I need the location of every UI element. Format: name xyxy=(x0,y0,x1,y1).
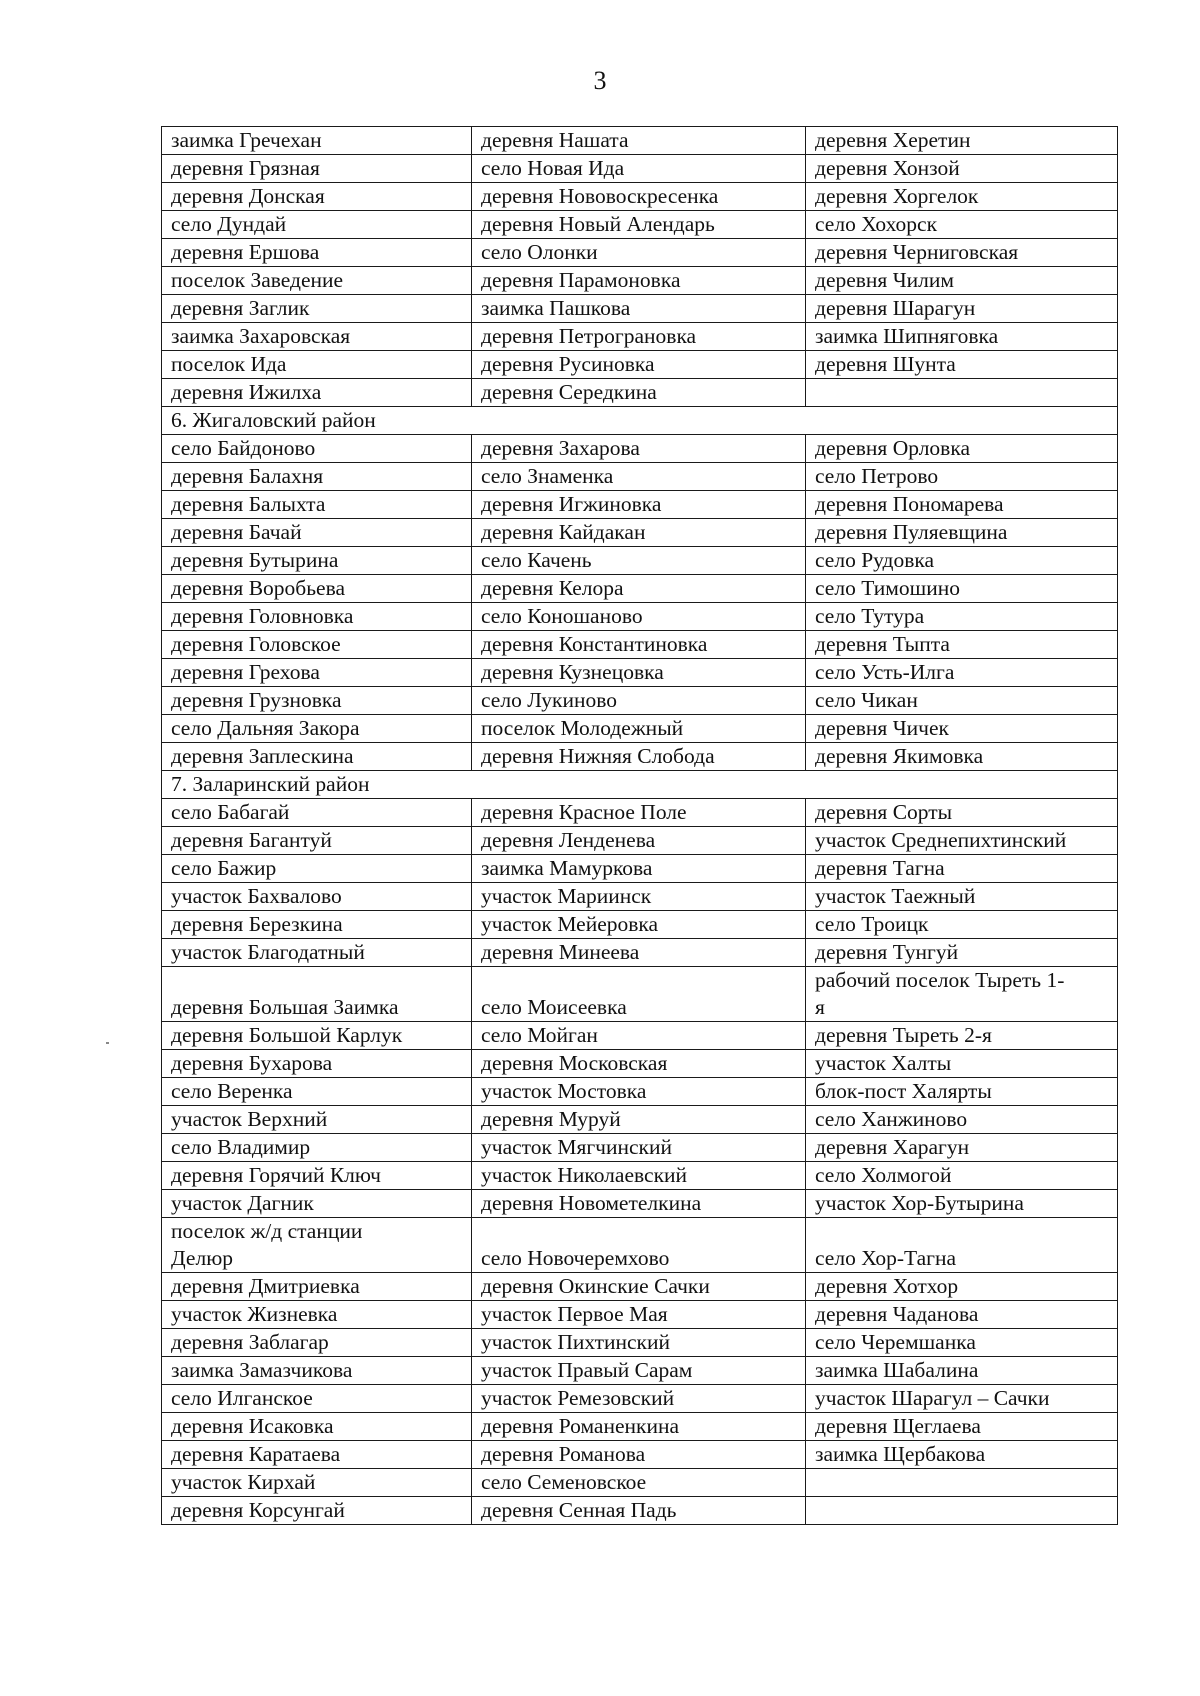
table-row xyxy=(162,743,1118,771)
table-row xyxy=(162,1162,1118,1190)
table-row xyxy=(162,267,1118,295)
table-row xyxy=(162,127,1118,155)
settlement-cell: деревня Ижилха xyxy=(162,379,472,407)
settlement-cell: деревня Чаданова xyxy=(806,1301,1118,1329)
settlement-cell: деревня Кузнецовка xyxy=(472,659,806,687)
settlement-cell xyxy=(806,1469,1118,1497)
table-row xyxy=(162,155,1118,183)
settlement-cell: село Усть-Илга xyxy=(806,659,1118,687)
settlement-cell: деревня Грехова xyxy=(162,659,472,687)
district-header: 7. Заларинский район xyxy=(162,771,1118,799)
settlement-cell: деревня Березкина xyxy=(162,911,472,939)
settlement-cell: деревня Шунта xyxy=(806,351,1118,379)
settlement-cell: деревня Щеглаева xyxy=(806,1413,1118,1441)
settlement-cell: деревня Захарова xyxy=(472,435,806,463)
table-row xyxy=(162,1441,1118,1469)
settlement-cell: деревня Хоргелок xyxy=(806,183,1118,211)
table-row xyxy=(162,323,1118,351)
settlement-cell: участок Мягчинский xyxy=(472,1134,806,1162)
table-row xyxy=(162,911,1118,939)
settlement-cell: деревня Черниговская xyxy=(806,239,1118,267)
settlement-cell: деревня Красное Поле xyxy=(472,799,806,827)
table-row xyxy=(162,1190,1118,1218)
settlement-cell: деревня Шарагун xyxy=(806,295,1118,323)
settlement-cell: деревня Хонзой xyxy=(806,155,1118,183)
table-row xyxy=(162,183,1118,211)
settlement-cell: деревня Заглик xyxy=(162,295,472,323)
settlement-cell: деревня Якимовка xyxy=(806,743,1118,771)
settlement-cell: село Тутура xyxy=(806,603,1118,631)
settlement-cell: деревня Большой Карлук xyxy=(162,1022,472,1050)
settlement-cell: село Семеновское xyxy=(472,1469,806,1497)
settlement-cell: село Чикан xyxy=(806,687,1118,715)
settlements-table-body xyxy=(162,127,1118,1525)
table-row xyxy=(162,1078,1118,1106)
settlement-cell: участок Хор-Бутырина xyxy=(806,1190,1118,1218)
settlement-cell: село Троицк xyxy=(806,911,1118,939)
settlement-cell: участок Верхний xyxy=(162,1106,472,1134)
table-row xyxy=(162,211,1118,239)
settlement-cell: деревня Русиновка xyxy=(472,351,806,379)
settlement-cell: деревня Сорты xyxy=(806,799,1118,827)
settlement-cell: деревня Кайдакан xyxy=(472,519,806,547)
settlement-cell: деревня Орловка xyxy=(806,435,1118,463)
settlement-cell: участок Мейеровка xyxy=(472,911,806,939)
settlement-cell: деревня Головское xyxy=(162,631,472,659)
settlement-cell: участок Бахвалово xyxy=(162,883,472,911)
district-header-row xyxy=(162,771,1118,799)
settlement-cell: село Петрово xyxy=(806,463,1118,491)
table-row xyxy=(162,1050,1118,1078)
table-row xyxy=(162,547,1118,575)
settlement-cell: участок Шарагул – Сачки xyxy=(806,1385,1118,1413)
settlement-cell: деревня Пономарева xyxy=(806,491,1118,519)
settlement-cell: деревня Минеева xyxy=(472,939,806,967)
settlement-cell: деревня Романова xyxy=(472,1441,806,1469)
settlement-cell: село Знаменка xyxy=(472,463,806,491)
settlement-cell: деревня Корсунгай xyxy=(162,1497,472,1525)
table-row xyxy=(162,491,1118,519)
settlement-cell: село Веренка xyxy=(162,1078,472,1106)
table-row xyxy=(162,379,1118,407)
settlement-cell: село Хохорск xyxy=(806,211,1118,239)
settlement-cell: село Качень xyxy=(472,547,806,575)
settlement-cell: село Рудовка xyxy=(806,547,1118,575)
settlement-cell: деревня Романенкина xyxy=(472,1413,806,1441)
table-row xyxy=(162,715,1118,743)
table-row xyxy=(162,519,1118,547)
settlement-cell: заимка Замазчикова xyxy=(162,1357,472,1385)
table-row xyxy=(162,1273,1118,1301)
settlement-cell: участок Кирхай xyxy=(162,1469,472,1497)
settlement-cell: поселок Молодежный xyxy=(472,715,806,743)
table-row xyxy=(162,1218,1118,1273)
settlement-cell: участок Николаевский xyxy=(472,1162,806,1190)
settlement-cell: деревня Сенная Падь xyxy=(472,1497,806,1525)
settlement-cell: участок Среднепихтинский xyxy=(806,827,1118,855)
settlement-cell: деревня Нашата xyxy=(472,127,806,155)
settlement-cell: участок Благодатный xyxy=(162,939,472,967)
settlement-cell: заимка Захаровская xyxy=(162,323,472,351)
table-row xyxy=(162,631,1118,659)
table-row xyxy=(162,435,1118,463)
settlement-cell: деревня Чичек xyxy=(806,715,1118,743)
table-row xyxy=(162,967,1118,1022)
district-header: 6. Жигаловский район xyxy=(162,407,1118,435)
settlement-cell: село Мойган xyxy=(472,1022,806,1050)
table-row xyxy=(162,939,1118,967)
settlement-cell: деревня Бачай xyxy=(162,519,472,547)
table-row xyxy=(162,575,1118,603)
table-row xyxy=(162,351,1118,379)
page-number: 3 xyxy=(593,66,607,95)
settlement-cell: деревня Парамоновка xyxy=(472,267,806,295)
settlement-cell: село Дальняя Закора xyxy=(162,715,472,743)
settlement-cell: деревня Игжиновка xyxy=(472,491,806,519)
settlement-cell: рабочий поселок Тыреть 1- я xyxy=(806,967,1118,1022)
settlement-cell: участок Первое Мая xyxy=(472,1301,806,1329)
settlements-table xyxy=(161,126,1118,1525)
settlement-cell: деревня Багантуй xyxy=(162,827,472,855)
table-row xyxy=(162,827,1118,855)
settlement-cell: заимка Гречехан xyxy=(162,127,472,155)
settlement-cell: село Олонки xyxy=(472,239,806,267)
settlement-cell: участок Жизневка xyxy=(162,1301,472,1329)
settlement-cell: заимка Шабалина xyxy=(806,1357,1118,1385)
settlement-cell: поселок Ида xyxy=(162,351,472,379)
settlement-cell: село Бажир xyxy=(162,855,472,883)
settlement-cell: деревня Тыреть 2-я xyxy=(806,1022,1118,1050)
table-row xyxy=(162,799,1118,827)
settlement-cell: село Новочеремхово xyxy=(472,1218,806,1273)
settlement-cell: поселок ж/д станции Делюр xyxy=(162,1218,472,1273)
settlement-cell: деревня Новометелкина xyxy=(472,1190,806,1218)
table-row xyxy=(162,1357,1118,1385)
settlement-cell: деревня Заплескина xyxy=(162,743,472,771)
district-header-row xyxy=(162,407,1118,435)
settlement-cell: село Байдоново xyxy=(162,435,472,463)
settlement-cell: деревня Муруй xyxy=(472,1106,806,1134)
settlement-cell xyxy=(806,379,1118,407)
table-row xyxy=(162,1413,1118,1441)
settlement-cell: село Илганское xyxy=(162,1385,472,1413)
table-row xyxy=(162,1134,1118,1162)
settlement-cell: деревня Балахня xyxy=(162,463,472,491)
settlement-cell: село Бабагай xyxy=(162,799,472,827)
settlement-cell: деревня Келора xyxy=(472,575,806,603)
settlement-cell: деревня Константиновка xyxy=(472,631,806,659)
table-row xyxy=(162,1329,1118,1357)
settlement-cell: деревня Грязная xyxy=(162,155,472,183)
settlement-cell xyxy=(806,1497,1118,1525)
table-row xyxy=(162,855,1118,883)
settlement-cell: село Моисеевка xyxy=(472,967,806,1022)
settlement-cell: деревня Донская xyxy=(162,183,472,211)
settlement-cell: деревня Чилим xyxy=(806,267,1118,295)
table-row xyxy=(162,295,1118,323)
settlement-cell: деревня Воробьева xyxy=(162,575,472,603)
settlement-cell: село Тимошино xyxy=(806,575,1118,603)
settlement-cell: деревня Нижняя Слобода xyxy=(472,743,806,771)
settlement-cell: деревня Петрограновка xyxy=(472,323,806,351)
table-row xyxy=(162,1106,1118,1134)
scan-speck xyxy=(106,1042,109,1044)
settlement-cell: деревня Большая Заимка xyxy=(162,967,472,1022)
settlement-cell: деревня Каратаева xyxy=(162,1441,472,1469)
table-row xyxy=(162,1385,1118,1413)
settlement-cell: деревня Пуляевщина xyxy=(806,519,1118,547)
table-row xyxy=(162,1469,1118,1497)
settlement-cell: село Хор-Тагна xyxy=(806,1218,1118,1273)
settlement-cell: участок Халты xyxy=(806,1050,1118,1078)
settlement-cell: участок Мариинск xyxy=(472,883,806,911)
settlement-cell: деревня Тыпта xyxy=(806,631,1118,659)
settlement-cell: заимка Шипняговка xyxy=(806,323,1118,351)
settlement-cell: участок Пихтинский xyxy=(472,1329,806,1357)
table-row xyxy=(162,463,1118,491)
settlement-cell: участок Дагник xyxy=(162,1190,472,1218)
settlement-cell: деревня Московская xyxy=(472,1050,806,1078)
settlement-cell: поселок Заведение xyxy=(162,267,472,295)
table-row xyxy=(162,239,1118,267)
settlement-cell: село Черемшанка xyxy=(806,1329,1118,1357)
settlement-cell: село Лукиново xyxy=(472,687,806,715)
settlement-cell: село Дундай xyxy=(162,211,472,239)
table-row xyxy=(162,687,1118,715)
settlement-cell: участок Ремезовский xyxy=(472,1385,806,1413)
table-row xyxy=(162,659,1118,687)
settlement-cell: участок Мостовка xyxy=(472,1078,806,1106)
settlement-cell: деревня Бухарова xyxy=(162,1050,472,1078)
table-row xyxy=(162,883,1118,911)
settlement-cell: участок Таежный xyxy=(806,883,1118,911)
settlement-cell: село Холмогой xyxy=(806,1162,1118,1190)
table-row xyxy=(162,1022,1118,1050)
settlement-cell: деревня Харагун xyxy=(806,1134,1118,1162)
settlement-cell: деревня Заблагар xyxy=(162,1329,472,1357)
settlement-cell: деревня Тунгуй xyxy=(806,939,1118,967)
settlement-cell: деревня Хотхор xyxy=(806,1273,1118,1301)
settlement-cell: деревня Головновка xyxy=(162,603,472,631)
settlement-cell: село Ханжиново xyxy=(806,1106,1118,1134)
settlement-cell: деревня Окинские Сачки xyxy=(472,1273,806,1301)
table-row xyxy=(162,603,1118,631)
settlement-cell: село Коношаново xyxy=(472,603,806,631)
settlement-cell: село Новая Ида xyxy=(472,155,806,183)
settlement-cell: деревня Балыхта xyxy=(162,491,472,519)
settlement-cell: деревня Дмитриевка xyxy=(162,1273,472,1301)
settlement-cell: заимка Пашкова xyxy=(472,295,806,323)
settlement-cell: деревня Середкина xyxy=(472,379,806,407)
table-row xyxy=(162,1497,1118,1525)
settlement-cell: деревня Грузновка xyxy=(162,687,472,715)
settlement-cell: деревня Нововоскресенка xyxy=(472,183,806,211)
settlement-cell: блок-пост Халярты xyxy=(806,1078,1118,1106)
settlement-cell: деревня Бутырина xyxy=(162,547,472,575)
settlement-cell: деревня Горячий Ключ xyxy=(162,1162,472,1190)
settlement-cell: деревня Исаковка xyxy=(162,1413,472,1441)
table-row xyxy=(162,1301,1118,1329)
settlement-cell: деревня Ершова xyxy=(162,239,472,267)
settlement-cell: деревня Херетин xyxy=(806,127,1118,155)
settlement-cell: деревня Тагна xyxy=(806,855,1118,883)
settlement-cell: заимка Щербакова xyxy=(806,1441,1118,1469)
settlement-cell: деревня Ленденева xyxy=(472,827,806,855)
settlement-cell: село Владимир xyxy=(162,1134,472,1162)
settlement-cell: деревня Новый Алендарь xyxy=(472,211,806,239)
settlement-cell: заимка Мамуркова xyxy=(472,855,806,883)
settlement-cell: участок Правый Сарам xyxy=(472,1357,806,1385)
